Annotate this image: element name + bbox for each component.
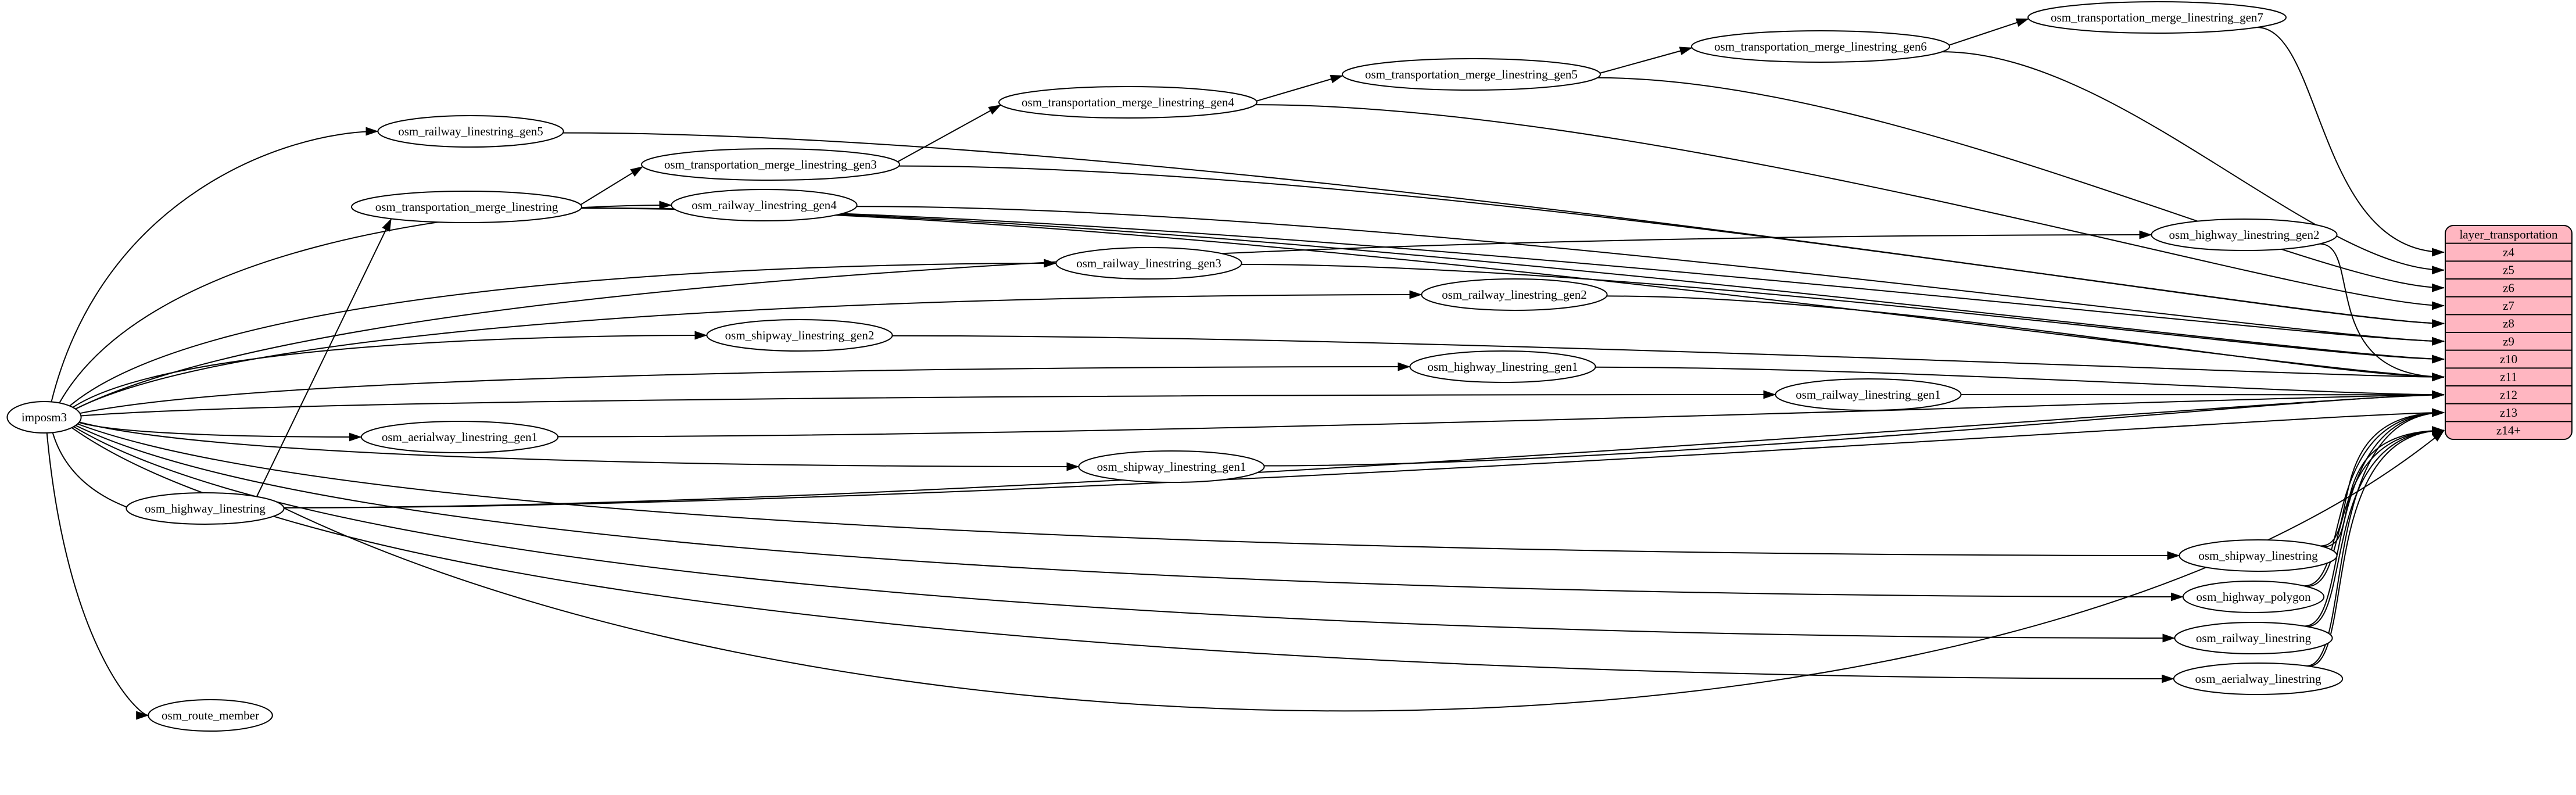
graph-node-osm_shipway_linestring_gen2 <box>707 320 892 351</box>
record-row-z6: z6 <box>2503 281 2514 295</box>
edge-imposm3-to-osm_route_member <box>47 433 149 715</box>
edge-osm_railway_linestring_gen2-to-row-z11 <box>1607 296 2444 377</box>
edge-imposm3-to-osm_highway_linestring_gen1 <box>80 367 1410 413</box>
node-label: osm_route_member <box>162 708 259 722</box>
edge-imposm3-to-osm_shipway_linestring_gen1 <box>79 422 1079 467</box>
edge-osm_highway_linestring-to-osm_transportation_merge_linestring <box>257 219 392 496</box>
graph-node-osm_aerialway_linestring_gen1 <box>361 421 558 453</box>
node-label: osm_highway_linestring <box>145 502 266 515</box>
edge-osm_transportation_merge_linestring_gen3-to-osm_transportation_merge_linestring_gen4 <box>898 105 1001 162</box>
record-row-z4: z4 <box>2503 245 2514 259</box>
node-label: osm_highway_polygon <box>2196 590 2311 604</box>
node-label: osm_transportation_merge_linestring_gen6 <box>1714 40 1927 53</box>
edge-imposm3-to-osm_highway_polygon <box>76 425 2183 597</box>
edge-osm_railway_linestring-to-row-z13 <box>2305 413 2445 626</box>
graph-node-imposm3 <box>7 402 81 433</box>
graph-node-osm_railway_linestring_gen1 <box>1775 379 1961 410</box>
graph-node-osm_railway_linestring_gen2 <box>1421 279 1607 310</box>
node-label: osm_highway_linestring_gen1 <box>1427 360 1578 374</box>
record-title: layer_transportation <box>2459 227 2558 242</box>
node-label: osm_railway_linestring_gen1 <box>1796 388 1941 402</box>
node-label: osm_shipway_linestring_gen2 <box>725 328 875 342</box>
record-row-z7: z7 <box>2503 299 2514 313</box>
graph-node-osm_railway_linestring <box>2174 622 2332 654</box>
edge-osm_transportation_merge_linestring_gen5-to-row-z6 <box>1597 78 2444 288</box>
graph-node-osm_railway_linestring_gen3 <box>1056 248 1241 279</box>
node-label: osm_transportation_merge_linestring <box>375 200 558 214</box>
node-label: osm_shipway_linestring_gen1 <box>1097 460 1246 474</box>
node-label: osm_transportation_merge_linestring_gen3 <box>664 157 877 171</box>
record-row-z14+: z14+ <box>2496 423 2521 438</box>
node-label: osm_aerialway_linestring_gen1 <box>381 430 538 444</box>
node-label: osm_aerialway_linestring <box>2195 672 2321 686</box>
edge-imposm3-to-osm_aerialway_linestring_gen1 <box>79 422 361 437</box>
node-label: osm_railway_linestring <box>2195 631 2312 645</box>
edge-osm_transportation_merge_linestring_gen6-to-osm_transportation_merge_linestring_gen7 <box>1949 19 2029 45</box>
edge-osm_highway_linestring_gen1-to-row-z12 <box>1596 367 2445 395</box>
record-row-z10: z10 <box>2499 352 2518 366</box>
node-label: osm_shipway_linestring <box>2198 549 2318 563</box>
graph-node-osm_aerialway_linestring <box>2174 663 2342 694</box>
edge-imposm3-to-osm_highway_linestring <box>53 432 128 508</box>
graph-node-osm_transportation_merge_linestring <box>352 191 582 223</box>
edge-osm_transportation_merge_linestring_gen4-to-row-z7 <box>1255 105 2444 306</box>
node-label: osm_railway_linestring_gen5 <box>398 124 543 138</box>
graph-node-osm_railway_linestring_gen5 <box>378 116 563 147</box>
edge-osm_highway_linestring_gen2-to-row-z11 <box>2320 244 2444 377</box>
graph-node-osm_shipway_linestring <box>2179 540 2337 571</box>
node-label: osm_transportation_merge_linestring_gen4 <box>1022 95 1234 109</box>
record-row-z9: z9 <box>2503 334 2514 349</box>
graph-node-osm_highway_linestring_gen1 <box>1410 351 1595 382</box>
node-label: imposm3 <box>21 410 67 424</box>
edge-osm_aerialway_linestring_gen1-to-row-z12 <box>558 395 2444 436</box>
graph-node-osm_highway_linestring_gen2 <box>2151 219 2337 250</box>
graph-node-osm_transportation_merge_linestring_gen6 <box>1692 31 1950 62</box>
graph-node-osm_highway_polygon <box>2183 581 2324 613</box>
record-row-z11: z11 <box>2500 370 2517 384</box>
edge-imposm3-to-osm_shipway_linestring_gen2 <box>73 335 707 407</box>
node-label: osm_highway_linestring_gen2 <box>2169 228 2320 242</box>
node-label: osm_railway_linestring_gen3 <box>1076 256 1221 270</box>
record-row-z5: z5 <box>2503 263 2514 277</box>
record-row-z12: z12 <box>2499 388 2518 402</box>
graph-node-osm_highway_linestring <box>126 493 284 524</box>
graph-node-osm_transportation_merge_linestring_gen4 <box>999 87 1257 118</box>
layer-transportation-record <box>2445 225 2572 439</box>
edge-imposm3-to-osm_railway_linestring_gen1 <box>81 395 1775 416</box>
edge-osm_transportation_merge_linestring_gen4-to-osm_transportation_merge_linestring_gen5 <box>1256 76 1342 101</box>
edge-imposm3-to-osm_railway_linestring_gen3 <box>70 263 1056 406</box>
edge-imposm3-to-osm_railway_linestring_gen4 <box>59 205 671 403</box>
record-row-z8: z8 <box>2503 316 2514 331</box>
node-label: osm_transportation_merge_linestring_gen5 <box>1365 67 1578 81</box>
edge-osm_highway_linestring-to-row-z12 <box>284 395 2444 507</box>
record-row-z13: z13 <box>2499 406 2518 420</box>
edge-osm_transportation_merge_linestring-to-osm_transportation_merge_linestring_gen3 <box>581 167 643 205</box>
edge-osm_shipway_linestring_gen2-to-row-z11 <box>893 336 2445 377</box>
node-label: osm_railway_linestring_gen4 <box>692 198 837 212</box>
graph-node-osm_route_member <box>148 700 273 731</box>
graph-node-osm_transportation_merge_linestring_gen3 <box>642 149 900 180</box>
edge-osm_transportation_merge_linestring_gen7-to-row-z4 <box>2257 27 2444 252</box>
graph-node-osm_shipway_linestring_gen1 <box>1079 451 1264 482</box>
edge-osm_transportation_merge_linestring_gen5-to-osm_transportation_merge_linestring_gen6 <box>1600 48 1692 73</box>
edge-osm_railway_linestring_gen3-to-row-z10 <box>1241 264 2444 359</box>
graph-node-osm_transportation_merge_linestring_gen5 <box>1342 59 1600 90</box>
edge-osm_highway_linestring-to-row-z13 <box>284 413 2445 508</box>
graph-node-osm_transportation_merge_linestring_gen7 <box>2028 2 2286 33</box>
node-label: osm_transportation_merge_linestring_gen7 <box>2051 10 2263 24</box>
graph-node-osm_railway_linestring_gen4 <box>671 189 857 221</box>
node-label: osm_railway_linestring_gen2 <box>1442 288 1587 302</box>
